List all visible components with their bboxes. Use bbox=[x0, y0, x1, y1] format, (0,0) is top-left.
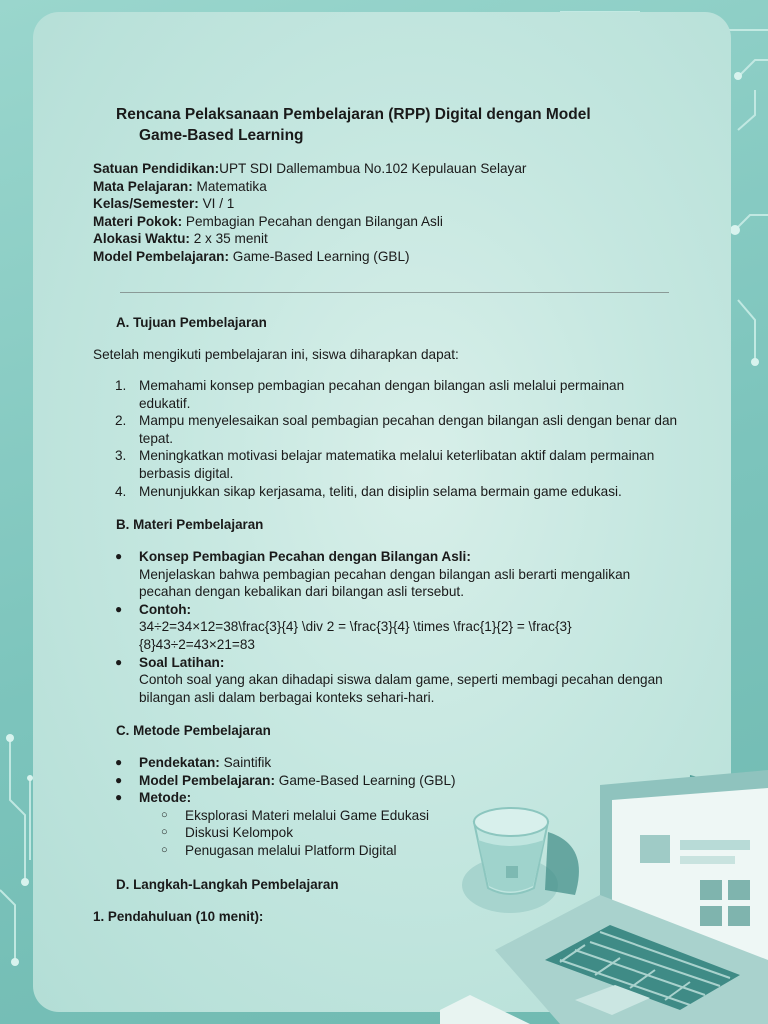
list-item: ● Soal Latihan: Contoh soal yang akan dihadapi siswa dalam game, seperti membagi pecahan dengan bilangan asli dalam berbagai konteks sehari-hari. bbox=[115, 654, 663, 705]
document-title bbox=[116, 104, 676, 146]
horizontal-divider bbox=[120, 292, 669, 293]
list-item: ● Contoh: 34÷2=34×12=38\frac{3}{4} \div 2 = \frac{3}{4} \times \frac{1}{2} = \frac{3}{8}43÷2=43×21=83 bbox=[115, 601, 572, 652]
list-item: ● Metode: ○ Eksplorasi Materi melalui Game Edukasi ○ Diskusi Kelompok ○ Penugasan melalui Platform Digital bbox=[93, 789, 513, 859]
list-item: ● Pendekatan: Saintifik bbox=[115, 755, 272, 770]
section-b-heading: B. Materi Pembelajaran bbox=[116, 517, 264, 532]
list-item: ● Konsep Pembagian Pecahan dengan Bilangan Asli: Menjelaskan bahwa pembagian pecahan dengan bilangan asli berarti mengalikan pecahan dengan kebalikan dari bilangan asli tersebut. bbox=[115, 549, 631, 600]
sub-list-item: ○ Eksplorasi Materi melalui Game Edukasi bbox=[161, 807, 430, 823]
meta-row: Kelas/Semester: VI / 1 bbox=[93, 196, 235, 212]
sub-list-item: ○ Diskusi Kelompok bbox=[161, 825, 294, 841]
section-c-heading: C. Metode Pembelajaran bbox=[116, 723, 271, 738]
list-item: 4. Menunjukkan sikap kerjasama, teliti, dan disiplin selama bermain game edukasi. bbox=[115, 483, 622, 499]
meta-row: Materi Pokok: Pembagian Pecahan dengan Bilangan Asli bbox=[93, 213, 443, 229]
list-item: 3. Meningkatkan motivasi belajar matematika melalui keterlibatan aktif dalam permainan berbasis digital. bbox=[115, 448, 655, 481]
section-a-heading: A. Tujuan Pembelajaran bbox=[116, 315, 267, 330]
methods-list bbox=[93, 754, 513, 860]
meta-row: Model Pembelajaran: Game-Based Learning (GBL) bbox=[93, 248, 410, 264]
list-item: ● Model Pembelajaran: Game-Based Learning (GBL) bbox=[115, 772, 456, 788]
list-item: 2. Mampu menyelesaikan soal pembagian pecahan dengan bilangan asli dengan benar dan tepat. bbox=[115, 413, 678, 446]
meta-row: Mata Pelajaran: Matematika bbox=[93, 178, 267, 194]
objectives-list bbox=[93, 377, 678, 500]
identity-block bbox=[93, 160, 693, 266]
list-item: 1. Memahami konsep pembagian pecahan dengan bilangan asli melalui permainan edukatif. bbox=[115, 378, 625, 411]
section-d-heading: D. Langkah-Langkah Pembelajaran bbox=[116, 877, 339, 892]
materials-list bbox=[93, 548, 678, 706]
meta-row: Satuan Pendidikan:UPT SDI Dallemambua No.102 Kepulauan Selayar bbox=[93, 161, 527, 176]
section-a-intro: Setelah mengikuti pembelajaran ini, siswa diharapkan dapat: bbox=[93, 347, 459, 362]
step-1-heading: 1. Pendahuluan (10 menit): bbox=[93, 909, 264, 924]
method-sublist bbox=[139, 807, 513, 860]
meta-row: Alokasi Waktu: 2 x 35 menit bbox=[93, 231, 268, 247]
title-line-2: Game-Based Learning bbox=[139, 127, 304, 144]
title-line-1: Rencana Pelaksanaan Pembelajaran (RPP) Digital dengan Model bbox=[116, 106, 591, 123]
sub-list-item: ○ Penugasan melalui Platform Digital bbox=[161, 842, 397, 858]
